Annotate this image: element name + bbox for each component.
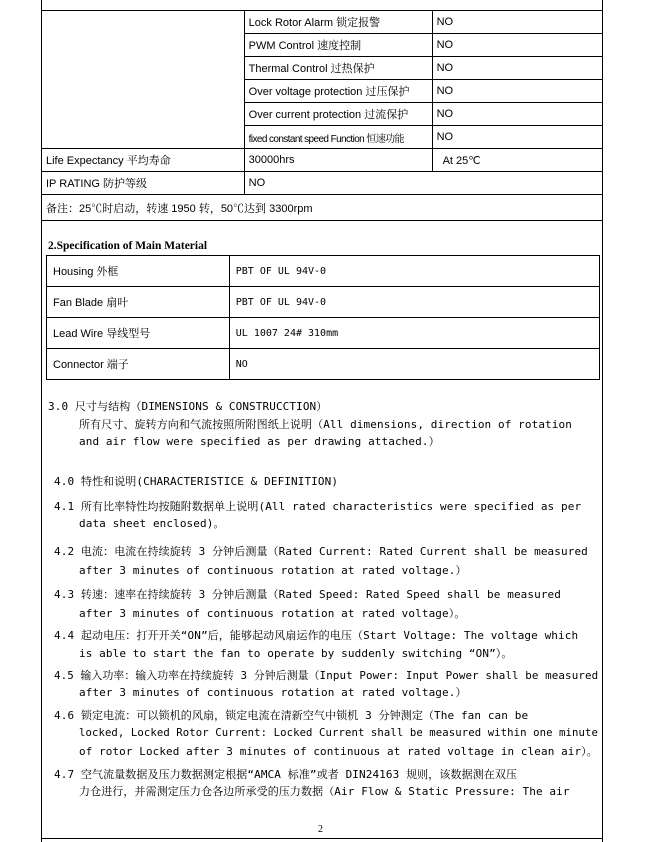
spec-label: Lock Rotor Alarm 锁定报警 (244, 11, 432, 34)
ip-value: NO (244, 172, 602, 195)
material-value: UL 1007 24# 310mm (229, 318, 599, 349)
material-table (46, 255, 600, 380)
life-condition: At 25℃ (432, 149, 602, 172)
table-row (47, 318, 600, 349)
material-label: Lead Wire 导线型号 (47, 318, 230, 349)
material-label: Housing 外框 (47, 256, 230, 287)
text-line: locked, Locked Rotor Current: Locked Current shall be measured within one minute (79, 726, 598, 739)
material-label: Fan Blade 扇叶 (47, 287, 230, 318)
text-line: 4.4 起动电压：打开开关“ON”后，能够起动风扇运作的电压（Start Voltage: The voltage which (54, 629, 579, 642)
text-line: 4.6 锁定电流：可以锁机的风扇，锁定电流在清新空气中锁机 3 分钟测定（The fan can be (54, 709, 529, 722)
table-row (42, 195, 603, 221)
text-line: 4.2 电流：电流在持续旋转 3 分钟后测量（Rated Current: Rated Current shall be measured (54, 545, 588, 558)
text-line: is able to start the fan to operate by suddenly switching “ON”）。 (79, 647, 513, 660)
spec-label: Thermal Control 过热保护 (244, 57, 432, 80)
text-line: 4.3 转速：速率在持续旋转 3 分钟后测量（Rated Speed: Rated Speed shall be measured (54, 588, 562, 601)
text-line: 4.5 输入功率：输入功率在持续旋转 3 分钟后测量（Input Power: Input Power shall be measured (54, 669, 599, 682)
table-row (47, 287, 600, 318)
text-line: 所有尺寸、旋转方向和气流按照所附图纸上说明（All dimensions, direction of rotation (79, 418, 572, 431)
heading-4-0: 4.0 特性和说明(CHARACTERISTICE & DEFINITION) (54, 475, 339, 488)
text-line: after 3 minutes of continuous rotation at rated voltage.） (79, 564, 467, 577)
empty-cell (42, 11, 245, 149)
text-line: 4.7 空气流量数据及压力数据测定根据“AMCA 标准”或者 DIN24163 规则，该数据测在双压 (54, 768, 518, 781)
spec-table (41, 10, 603, 221)
text-line: after 3 minutes of continuous rotation at rated voltage.） (79, 686, 467, 699)
spec-value: NO (432, 57, 602, 80)
table-row (42, 149, 603, 172)
text-line: data sheet enclosed)。 (79, 517, 225, 530)
material-value: PBT OF UL 94V-0 (229, 287, 599, 318)
life-label: Life Expectancy 平均寿命 (42, 149, 245, 172)
section-title: 2.Specification of Main Material (48, 240, 208, 252)
text-line: after 3 minutes of continuous rotation at rated voltage）。 (79, 607, 466, 620)
text-line: of rotor Locked after 3 minutes of continuous at rated voltage in clean air）。 (79, 745, 598, 758)
heading-3-0: 3.0 尺寸与结构（DIMENSIONS & CONSTRUCCTION） (48, 400, 328, 413)
text-line: 4.1 所有比率特性均按随附数据单上说明(All rated characteristics were specified as per (54, 500, 582, 513)
text-line: and air flow were specified as per drawing attached.） (79, 435, 440, 448)
table-row (47, 256, 600, 287)
spec-label: Over current protection 过流保护 (244, 103, 432, 126)
page-number: 2 (318, 824, 323, 835)
table-row (47, 349, 600, 380)
note-text: 备注：25℃时启动，转速 1950 转，50℃达到 3300rpm (42, 195, 603, 221)
spec-label: Over voltage protection 过压保护 (244, 80, 432, 103)
spec-label: fixed constant speed Function 恒速功能 (244, 126, 432, 149)
spec-value: NO (432, 103, 602, 126)
material-value: NO (229, 349, 599, 380)
life-value: 30000hrs (244, 149, 432, 172)
material-label: Connector 端子 (47, 349, 230, 380)
spec-value: NO (432, 126, 602, 149)
material-value: PBT OF UL 94V-0 (229, 256, 599, 287)
text-line: 力仓进行，并需测定压力仓各边所承受的压力数据（Air Flow & Static Pressure: The air (79, 785, 570, 798)
ip-label: IP RATING 防护等级 (42, 172, 245, 195)
spec-value: NO (432, 11, 602, 34)
spec-value: NO (432, 80, 602, 103)
table-row (42, 11, 603, 34)
spec-label: PWM Control 速度控制 (244, 34, 432, 57)
spec-value: NO (432, 34, 602, 57)
table-row (42, 172, 603, 195)
